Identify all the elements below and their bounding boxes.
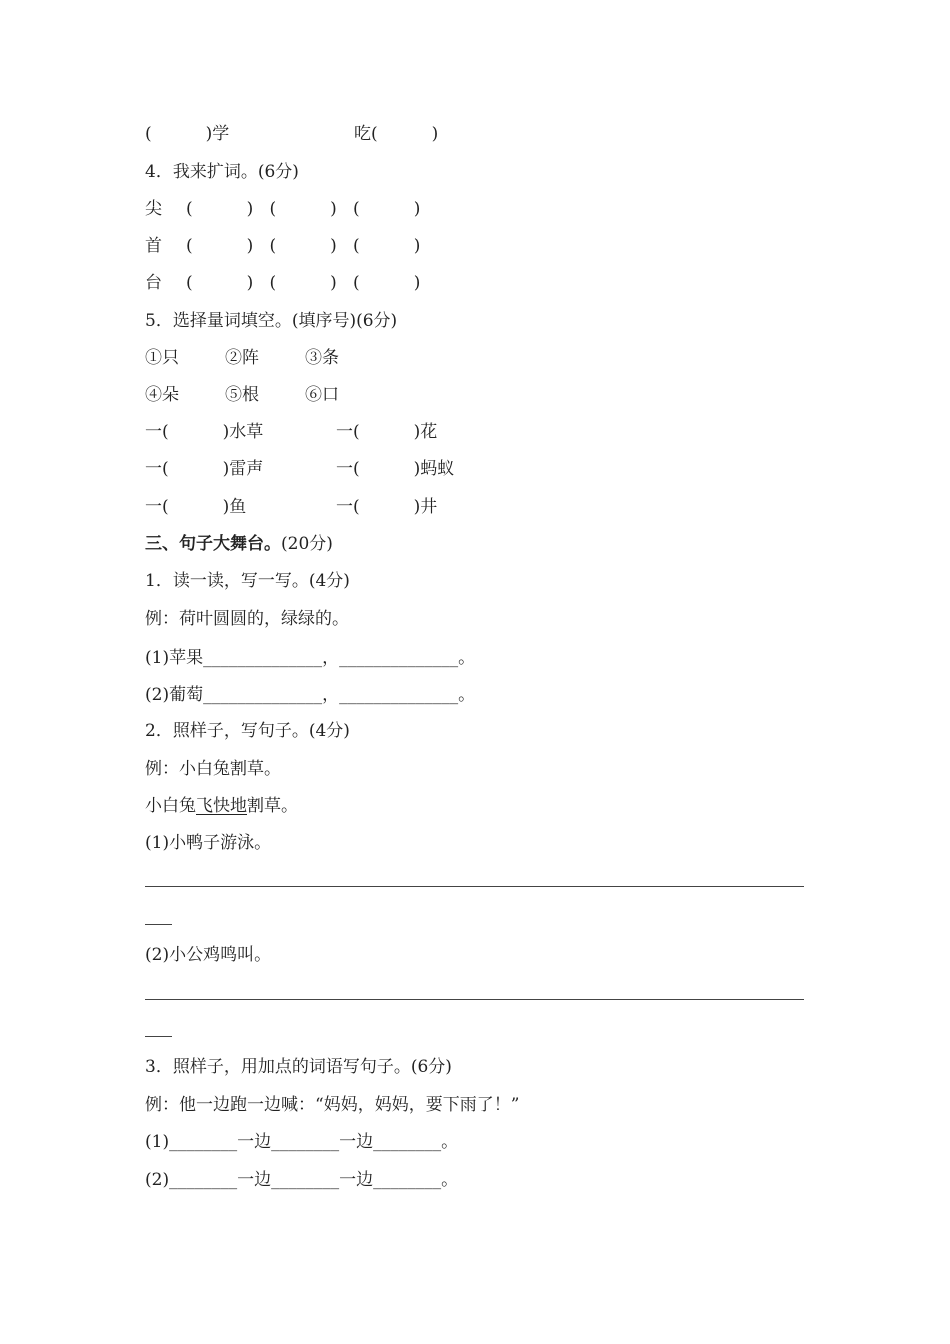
q5-pair-b: 一( )井: [336, 497, 438, 517]
q5-pair-a: 一( )雷声: [145, 459, 264, 479]
answer-line-end: [145, 924, 172, 925]
s3-q3-title: 3．照样子，用加点的词语写句子。(6分): [145, 1057, 452, 1077]
q5-pair-b: 一( )蚂蚁: [336, 459, 455, 479]
q5-pair-b: 一( )花: [336, 422, 438, 442]
s3-q3-item: (1)________一边________一边________。: [145, 1132, 459, 1152]
answer-pre: 小白兔: [145, 796, 196, 816]
blank-chi: 吃( ): [354, 124, 439, 144]
section-3-heading: [145, 533, 333, 555]
q5-option: ①只: [145, 348, 179, 368]
q4-row-blanks: ( ) ( ) ( ): [186, 199, 421, 219]
q4-row-blanks: ( ) ( ) ( ): [186, 273, 421, 293]
s3-q2-item: (2)小公鸡鸣叫。: [145, 945, 272, 965]
blank-xue: ( )学: [145, 124, 230, 144]
s3-q1-title: 1．读一读，写一写。(4分): [145, 571, 350, 591]
s3-q3-item: (2)________一边________一边________。: [145, 1170, 459, 1190]
s3-q1-item: (2)葡萄______________，______________。: [145, 685, 476, 705]
q4-row-char: 台: [145, 273, 162, 293]
s3-q2-title: 2．照样子，写句子。(4分): [145, 721, 350, 741]
q4-row-blanks: ( ) ( ) ( ): [186, 236, 421, 256]
q5-title: 5．选择量词填空。(填序号)(6分): [145, 311, 398, 331]
answer-line: [145, 999, 804, 1000]
q5-option: ⑤根: [225, 385, 259, 405]
q5-option: ③条: [305, 348, 339, 368]
section-3-title: 三、句子大舞台。: [145, 534, 281, 554]
answer-line: [145, 886, 804, 887]
q5-pair-a: 一( )鱼: [145, 497, 247, 517]
q5-option: ⑥口: [305, 385, 339, 405]
q4-row-char: 首: [145, 236, 162, 256]
s3-q1-example: 例：荷叶圆圆的，绿绿的。: [145, 609, 349, 629]
q5-option: ④朵: [145, 385, 179, 405]
answer-line-end: [145, 1036, 172, 1037]
s3-q1-item: (1)苹果______________，______________。: [145, 648, 476, 668]
q5-option: ②阵: [225, 348, 259, 368]
s3-q2-item: (1)小鸭子游泳。: [145, 833, 272, 853]
section-3-score: (20分): [281, 534, 333, 554]
answer-underlined: 飞快地: [196, 796, 247, 816]
s3-q3-example: 例：他一边跑一边喊：“妈妈，妈妈，要下雨了！”: [145, 1095, 520, 1115]
answer-post: 割草。: [247, 796, 298, 816]
q4-row-char: 尖: [145, 199, 162, 219]
s3-q2-example: 例：小白兔割草。: [145, 759, 281, 779]
s3-q2-answer: [145, 795, 298, 817]
q4-title: 4．我来扩词。(6分): [145, 162, 299, 182]
q5-pair-a: 一( )水草: [145, 422, 264, 442]
